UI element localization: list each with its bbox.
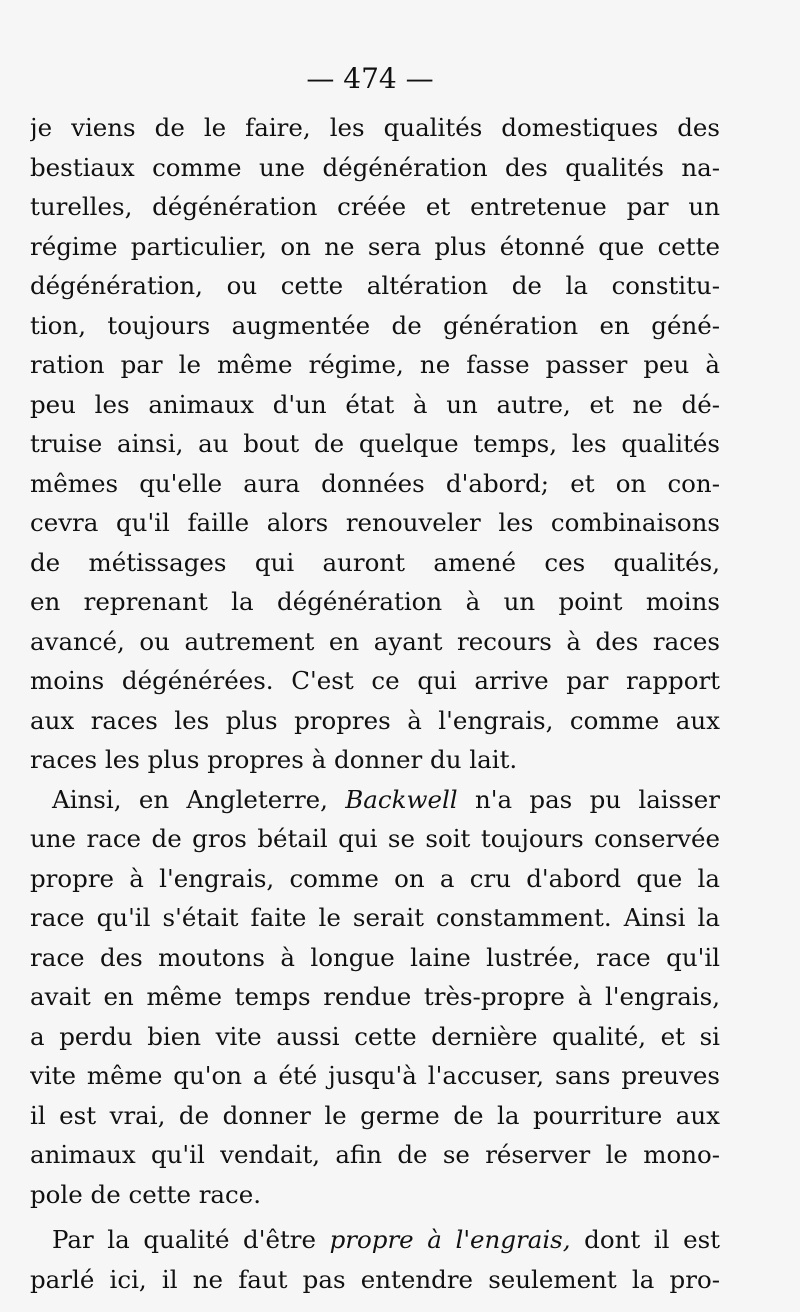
text-line: régime particulier, on ne sera plus étonné que cette	[30, 231, 720, 261]
italic-phrase: propre à l'engrais,	[329, 1225, 571, 1254]
text-line: ration par le même régime, ne fasse passer peu à	[30, 350, 720, 379]
page-number: — 474 —	[306, 62, 434, 95]
text-line-first	[30, 780, 720, 820]
text-line: avancé, ou autrement en ayant recours à des races	[30, 626, 720, 656]
text-line: peu les animaux d'un état à un autre, et ne dé-	[30, 389, 720, 419]
text-line: race des moutons à longue laine lustrée, race qu'il	[30, 942, 720, 972]
text-line: pole de cette race.	[30, 1179, 262, 1209]
text-line: mêmes qu'elle aura données d'abord; et on con-	[30, 468, 720, 498]
text-line: animaux qu'il vendait, afin de se réserver le mono-	[30, 1140, 720, 1169]
text-line: avait en même temps rendue très-propre à l'engrais,	[30, 982, 720, 1011]
text-line: vite même qu'on a été jusqu'à l'accuser, sans preuves	[30, 1061, 720, 1090]
text-run: dont il est	[570, 1225, 720, 1254]
text-run: Ainsi, en Angleterre,	[52, 784, 346, 814]
paragraph-2	[30, 780, 720, 1215]
text-line: tion, toujours augmentée de génération en géné-	[30, 310, 720, 340]
text-line: truise ainsi, au bout de quelque temps, les qualités	[30, 429, 720, 458]
text-line: moins dégénérées. C'est ce qui arrive par rapport	[30, 666, 720, 695]
text-line: de métissages qui auront amené ces qualités,	[30, 547, 720, 577]
text-line: turelles, dégénération créée et entretenue par un	[30, 192, 720, 221]
body-text	[30, 108, 720, 1299]
text-line: races les plus propres à donner du lait.	[30, 745, 518, 774]
text-line: dégénération, ou cette altération de la constitu-	[30, 271, 720, 300]
text-line: il est vrai, de donner le germe de la pourriture aux	[30, 1100, 720, 1130]
text-line: a perdu bien vite aussi cette dernière qualité, et si	[30, 1021, 720, 1051]
text-line: une race de gros bétail qui se soit toujours conservée	[30, 824, 720, 853]
text-line: cevra qu'il faille alors renouveler les combinaisons	[30, 508, 720, 537]
text-line: propre à l'engrais, comme on a cru d'abord que la	[30, 863, 720, 893]
text-line: je viens de le faire, les qualités domestiques des	[30, 113, 720, 142]
paragraph-1	[30, 108, 720, 780]
text-line-first	[30, 1220, 720, 1260]
text-line: bestiaux comme une dégénération des qualités na-	[30, 152, 720, 182]
text-run: Par la qualité d'être	[52, 1225, 330, 1254]
text-run: n'a pas pu laisser	[457, 784, 720, 814]
paragraph-3	[30, 1220, 720, 1299]
italic-name: Backwell	[345, 784, 458, 814]
text-line: aux races les plus propres à l'engrais, comme aux	[30, 705, 720, 735]
text-line: parlé ici, il ne faut pas entendre seulement la pro-	[30, 1264, 720, 1294]
text-line: race qu'il s'était faite le serait constamment. Ainsi la	[30, 903, 720, 932]
text-line: en reprenant la dégénération à un point moins	[30, 587, 720, 616]
